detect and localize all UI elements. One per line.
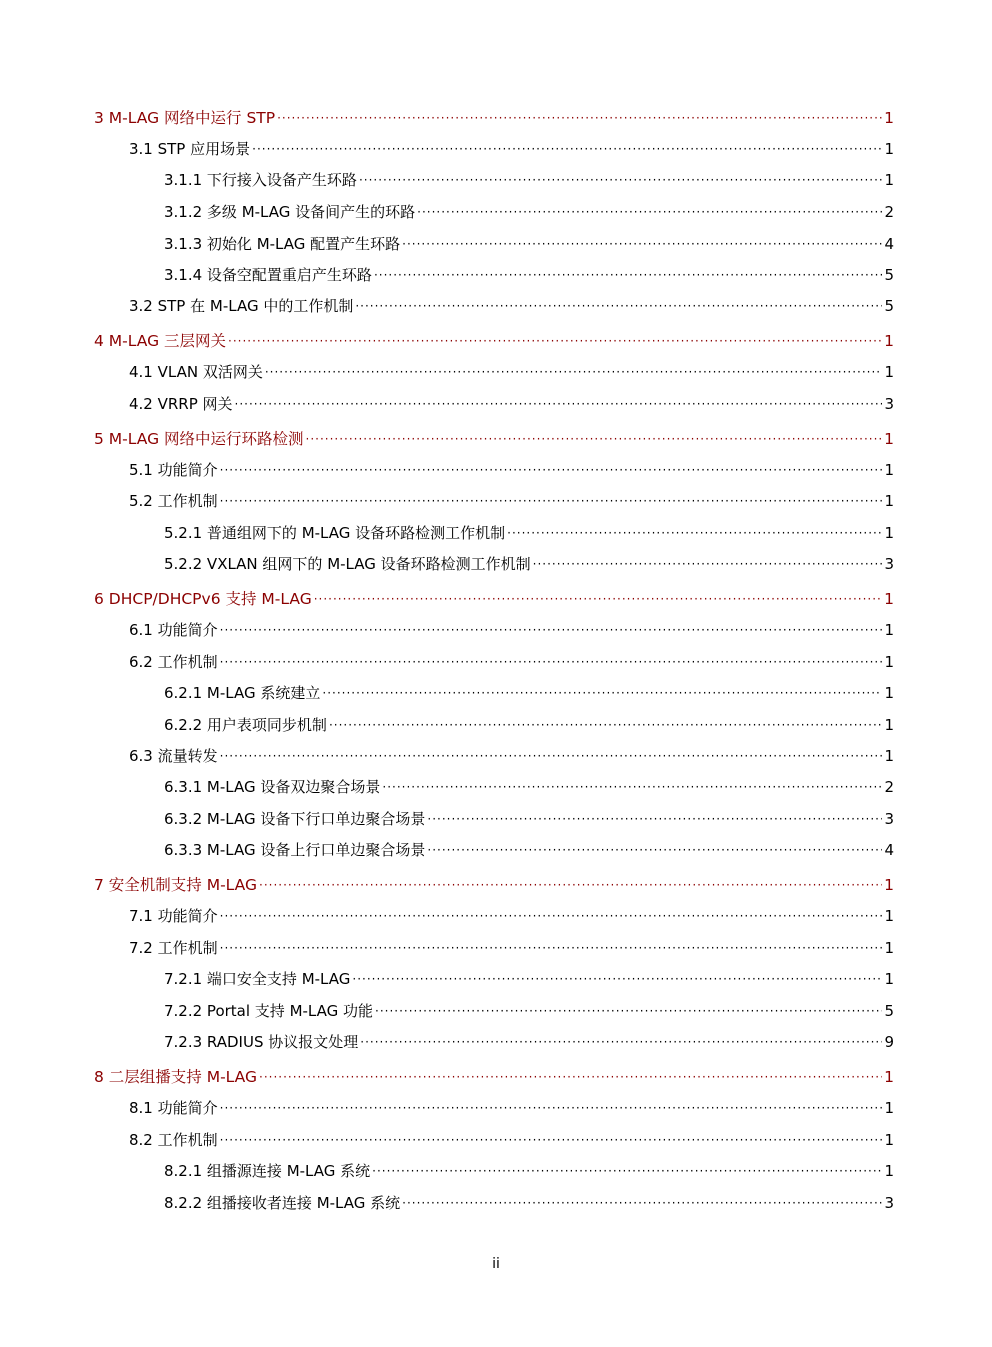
toc-chapter-entry[interactable] <box>94 107 894 129</box>
toc-section-entry[interactable] <box>129 937 894 959</box>
toc-dot-leader <box>220 459 883 481</box>
toc-dot-leader <box>322 682 882 704</box>
toc-entry-title: 5.2.2 VXLAN 组网下的 M-LAG 设备环路检测工作机制 <box>164 555 531 573</box>
toc-entry-page-number: 2 <box>884 203 894 221</box>
toc-entry-title: 3 M-LAG 网络中运行 STP <box>94 109 276 127</box>
toc-dot-leader <box>265 361 883 383</box>
toc-entry-page-number: 4 <box>884 235 894 253</box>
toc-section-entry[interactable] <box>164 1031 894 1053</box>
toc-entry-page-number: 1 <box>884 1099 894 1117</box>
toc-section-entry[interactable] <box>129 619 894 641</box>
toc-section-entry[interactable] <box>129 490 894 512</box>
toc-entry-page-number: 1 <box>884 461 894 479</box>
toc-section-entry[interactable] <box>164 169 894 191</box>
toc-entry-page-number: 3 <box>884 555 894 573</box>
toc-entry-page-number: 1 <box>884 907 894 925</box>
toc-entry-title: 5.2 工作机制 <box>129 492 218 510</box>
toc-entry-title: 6.3.1 M-LAG 设备双边聚合场景 <box>164 778 381 796</box>
toc-dot-leader <box>352 968 882 990</box>
toc-section-entry[interactable] <box>129 1097 894 1119</box>
toc-entry-page-number: 5 <box>884 297 894 315</box>
toc-section-entry[interactable] <box>164 201 894 223</box>
toc-section-entry[interactable] <box>129 361 894 383</box>
toc-entry-title: 6.3.3 M-LAG 设备上行口单边聚合场景 <box>164 841 426 859</box>
toc-section-entry[interactable] <box>164 714 894 736</box>
toc-entry-page-number: 3 <box>884 1194 894 1212</box>
toc-entry-page-number: 1 <box>884 747 894 765</box>
toc-dot-leader <box>220 745 883 767</box>
toc-section-entry[interactable] <box>164 776 894 798</box>
toc-dot-leader <box>402 233 882 255</box>
toc-entry-title: 6.1 功能简介 <box>129 621 218 639</box>
toc-entry-page-number: 3 <box>884 810 894 828</box>
toc-entry-title: 3.1.1 下行接入设备产生环路 <box>164 171 357 189</box>
toc-dot-leader <box>306 428 883 450</box>
toc-entry-page-number: 1 <box>884 1162 894 1180</box>
toc-section-entry[interactable] <box>164 839 894 861</box>
toc-dot-leader <box>252 138 882 160</box>
toc-dot-leader <box>277 107 882 129</box>
toc-entry-page-number: 1 <box>884 332 894 350</box>
toc-entry-page-number: 1 <box>884 970 894 988</box>
toc-entry-page-number: 4 <box>884 841 894 859</box>
toc-section-entry[interactable] <box>164 1192 894 1214</box>
toc-dot-leader <box>220 1097 883 1119</box>
toc-entry-page-number: 1 <box>884 492 894 510</box>
toc-section-entry[interactable] <box>129 651 894 673</box>
toc-section-entry[interactable] <box>164 264 894 286</box>
toc-section-entry[interactable] <box>164 1000 894 1022</box>
toc-entry-title: 6.3.2 M-LAG 设备下行口单边聚合场景 <box>164 810 426 828</box>
toc-dot-leader <box>374 264 883 286</box>
toc-dot-leader <box>220 490 883 512</box>
toc-section-entry[interactable] <box>129 745 894 767</box>
toc-entry-page-number: 1 <box>884 140 894 158</box>
toc-dot-leader <box>355 295 882 317</box>
toc-dot-leader <box>259 1066 882 1088</box>
toc-entry-title: 5 M-LAG 网络中运行环路检测 <box>94 430 304 448</box>
toc-entry-title: 3.1.3 初始化 M-LAG 配置产生环路 <box>164 235 401 253</box>
toc-entry-title: 3.1.2 多级 M-LAG 设备间产生的环路 <box>164 203 416 221</box>
toc-dot-leader <box>417 201 882 223</box>
toc-dot-leader <box>329 714 883 736</box>
toc-dot-leader <box>533 553 883 575</box>
toc-dot-leader <box>359 169 883 191</box>
toc-section-entry[interactable] <box>164 682 894 704</box>
toc-entry-page-number: 1 <box>884 171 894 189</box>
toc-entry-title: 4 M-LAG 三层网关 <box>94 332 227 350</box>
toc-entry-page-number: 1 <box>884 1068 894 1086</box>
toc-section-entry[interactable] <box>129 393 894 415</box>
toc-section-entry[interactable] <box>164 522 894 544</box>
toc-dot-leader <box>360 1031 882 1053</box>
toc-dot-leader <box>375 1000 882 1022</box>
page-number: ii <box>492 1256 500 1272</box>
toc-entry-title: 8.2 工作机制 <box>129 1131 218 1149</box>
toc-entry-title: 6.2.2 用户表项同步机制 <box>164 716 327 734</box>
toc-entry-title: 7.2.2 Portal 支持 M-LAG 功能 <box>164 1002 374 1020</box>
toc-dot-leader <box>228 330 882 352</box>
toc-chapter-entry[interactable] <box>94 588 894 610</box>
toc-entry-title: 7.2 工作机制 <box>129 939 218 957</box>
toc-entry-title: 6.2.1 M-LAG 系统建立 <box>164 684 321 702</box>
toc-entry-title: 7 安全机制支持 M-LAG <box>94 876 258 894</box>
toc-entry-page-number: 1 <box>884 590 894 608</box>
toc-dot-leader <box>220 937 883 959</box>
toc-dot-leader <box>220 1129 883 1151</box>
toc-entry-title: 6.2 工作机制 <box>129 653 218 671</box>
toc-dot-leader <box>220 651 883 673</box>
toc-section-entry[interactable] <box>164 808 894 830</box>
toc-entry-page-number: 2 <box>884 778 894 796</box>
toc-entry-title: 8 二层组播支持 M-LAG <box>94 1068 258 1086</box>
toc-section-entry[interactable] <box>164 1160 894 1182</box>
toc-section-entry[interactable] <box>129 459 894 481</box>
toc-dot-leader <box>220 619 883 641</box>
toc-entry-page-number: 1 <box>884 716 894 734</box>
toc-entry-page-number: 1 <box>884 363 894 381</box>
toc-entry-page-number: 1 <box>884 430 894 448</box>
toc-section-entry[interactable] <box>129 138 894 160</box>
toc-entry-title: 6.3 流量转发 <box>129 747 218 765</box>
toc-dot-leader <box>259 874 882 896</box>
toc-dot-leader <box>314 588 882 610</box>
toc-chapter-entry[interactable] <box>94 330 894 352</box>
toc-entry-title: 5.2.1 普通组网下的 M-LAG 设备环路检测工作机制 <box>164 524 506 542</box>
toc-entry-page-number: 3 <box>884 395 894 413</box>
toc-entry-page-number: 5 <box>884 1002 894 1020</box>
toc-dot-leader <box>427 808 882 830</box>
toc-entry-title: 4.2 VRRP 网关 <box>129 395 233 413</box>
toc-entry-title: 6 DHCP/DHCPv6 支持 M-LAG <box>94 590 312 608</box>
toc-entry-page-number: 1 <box>884 621 894 639</box>
toc-entry-title: 3.1.4 设备空配置重启产生环路 <box>164 266 372 284</box>
toc-entry-title: 7.2.3 RADIUS 协议报文处理 <box>164 1033 359 1051</box>
toc-entry-page-number: 1 <box>884 653 894 671</box>
toc-entry-page-number: 1 <box>884 684 894 702</box>
toc-chapter-entry[interactable] <box>94 874 894 896</box>
toc-section-entry[interactable] <box>164 968 894 990</box>
toc-entry-page-number: 1 <box>884 524 894 542</box>
toc-dot-leader <box>235 393 883 415</box>
toc-dot-leader <box>402 1192 882 1214</box>
toc-section-entry[interactable] <box>129 1129 894 1151</box>
toc-dot-leader <box>372 1160 882 1182</box>
toc-section-entry[interactable] <box>164 233 894 255</box>
toc-entry-page-number: 1 <box>884 876 894 894</box>
toc-section-entry[interactable] <box>164 553 894 575</box>
toc-section-entry[interactable] <box>129 905 894 927</box>
toc-entry-title: 5.1 功能简介 <box>129 461 218 479</box>
toc-entry-title: 7.2.1 端口安全支持 M-LAG <box>164 970 351 988</box>
toc-entry-page-number: 5 <box>884 266 894 284</box>
toc-entry-title: 3.2 STP 在 M-LAG 中的工作机制 <box>129 297 354 315</box>
toc-entry-page-number: 9 <box>884 1033 894 1051</box>
toc-entry-title: 4.1 VLAN 双活网关 <box>129 363 263 381</box>
toc-dot-leader <box>427 839 882 861</box>
toc-dot-leader <box>507 522 882 544</box>
toc-entry-page-number: 1 <box>884 109 894 127</box>
toc-dot-leader <box>220 905 883 927</box>
toc-chapter-entry[interactable] <box>94 1066 894 1088</box>
toc-entry-title: 8.2.1 组播源连接 M-LAG 系统 <box>164 1162 371 1180</box>
toc-entry-title: 8.2.2 组播接收者连接 M-LAG 系统 <box>164 1194 401 1212</box>
toc-entry-title: 3.1 STP 应用场景 <box>129 140 251 158</box>
toc-entry-title: 7.1 功能简介 <box>129 907 218 925</box>
toc-entry-page-number: 1 <box>884 939 894 957</box>
toc-entry-title: 8.1 功能简介 <box>129 1099 218 1117</box>
toc-entry-page-number: 1 <box>884 1131 894 1149</box>
toc-dot-leader <box>382 776 882 798</box>
toc-chapter-entry[interactable] <box>94 428 894 450</box>
toc-section-entry[interactable] <box>129 295 894 317</box>
